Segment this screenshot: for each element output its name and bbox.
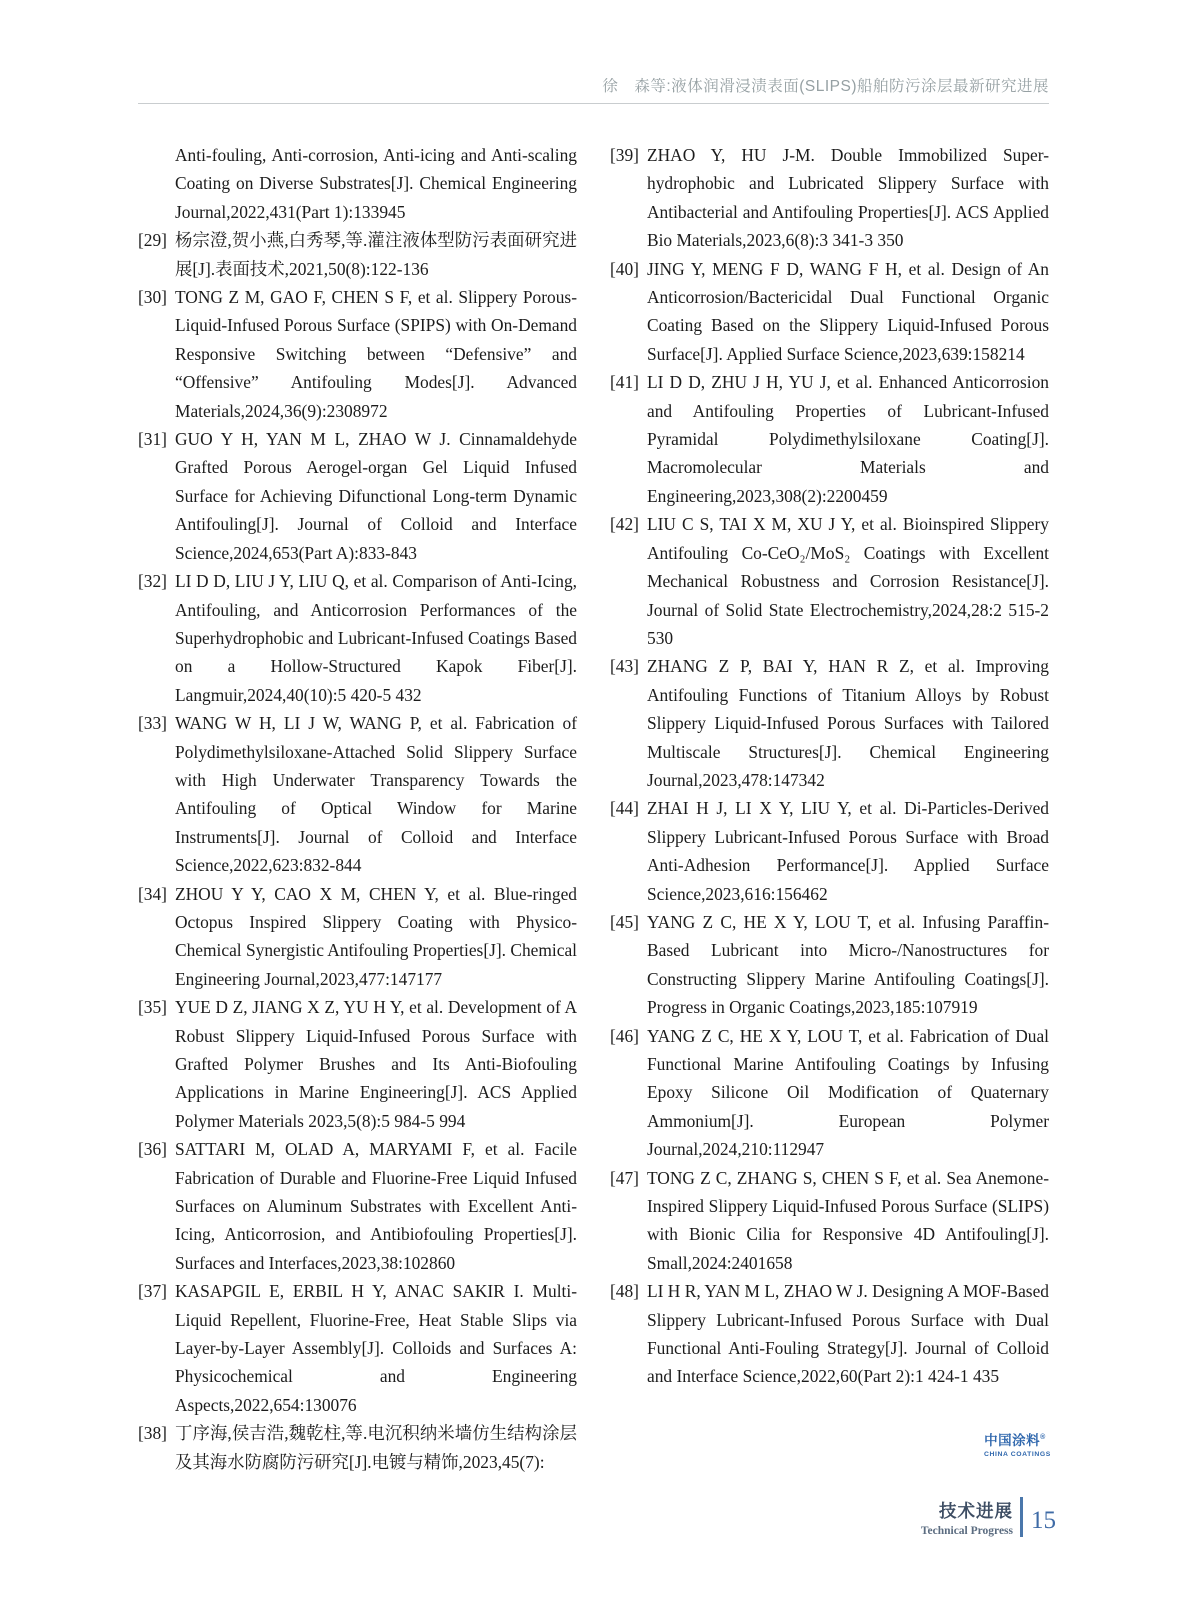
reference-text: WANG W H, LI J W, WANG P, et al. Fabrication of Polydimethylsiloxane-Attached Solid Slippery Surface with High Underwater Transparency Towards the Antifouling of Optical Window for Marine Instruments[J]. Journal of Colloid and Interface Science,2022,623:832-844 <box>175 713 577 876</box>
reference-text: LI D D, ZHU J H, YU J, et al. Enhanced Anticorrosion and Antifouling Properties of Lubricant-Infused Pyramidal Polydimethylsiloxane Coating[J]. Macromolecular Materials and Engineering,2023,308(2):2200459 <box>647 372 1049 506</box>
reference-item <box>138 709 577 879</box>
reference-number: [40] <box>610 258 639 279</box>
reference-item <box>138 567 577 709</box>
footer-section-tag <box>921 1497 1056 1537</box>
reference-item <box>610 1164 1049 1278</box>
reference-number: [32] <box>138 571 167 592</box>
reference-item <box>610 510 1049 652</box>
china-coatings-logo <box>984 1433 1051 1458</box>
reference-number: [30] <box>138 287 167 308</box>
logo-en-text: CHINA COATINGS <box>984 1450 1051 1458</box>
reference-text: ZHANG Z P, BAI Y, HAN R Z, et al. Improving Antifouling Functions of Titanium Alloys by Robust Slippery Liquid-Infused Porous Surfaces with Tailored Multiscale Structures[J]. Chemical Engineering Journal,2023,478:147342 <box>647 656 1049 790</box>
reference-text: JING Y, MENG F D, WANG F H, et al. Design of An Anticorrosion/Bactericidal Dual Functional Organic Coating Based on the Slippery Liquid-Infused Porous Surface[J]. Applied Surface Science,2023,639:158214 <box>647 258 1049 364</box>
reference-text: LIU C S, TAI X M, XU J Y, et al. Bioinspired Slippery Antifouling Co-CeO₂/MoS₂ Coatings with Excellent Mechanical Robustness and Corrosion Resistance[J]. Journal of Solid State Electrochemistry,2024,28:2 515-2 530 <box>647 514 1049 648</box>
reference-item <box>138 226 577 283</box>
registered-trademark-icon: ® <box>1040 1434 1046 1441</box>
references-column-left <box>138 141 577 1476</box>
reference-item <box>610 794 1049 908</box>
reference-number: [46] <box>610 1025 639 1046</box>
reference-text: ZHOU Y Y, CAO X M, CHEN Y, et al. Blue-ringed Octopus Inspired Slippery Coating with Physico-Chemical Synergistic Antifouling Properties[J]. Chemical Engineering Journal,2023,477:147177 <box>175 883 578 989</box>
references-column-right <box>610 141 1049 1476</box>
reference-number: [47] <box>610 1167 639 1188</box>
reference-item <box>610 652 1049 794</box>
reference-item <box>610 1022 1049 1164</box>
references-section <box>138 141 1049 1476</box>
reference-number: [36] <box>138 1139 167 1160</box>
reference-number: [41] <box>610 372 639 393</box>
reference-number: [38] <box>138 1423 167 1444</box>
reference-number: [43] <box>610 656 639 677</box>
reference-text: Anti-fouling, Anti-corrosion, Anti-icing and Anti-scaling Coating on Diverse Substrates[J]. Chemical Engineering Journal,2022,431(Part 1):133945 <box>175 145 577 222</box>
footer-section-title-cn: 技术进展 <box>939 1500 1013 1521</box>
reference-item <box>138 141 577 226</box>
reference-item <box>610 141 1049 255</box>
reference-number: [37] <box>138 1281 167 1302</box>
reference-number: [35] <box>138 997 167 1018</box>
reference-text: LI H R, YAN M L, ZHAO W J. Designing A MOF-Based Slippery Lubricant-Infused Porous Surface with Dual Functional Anti-Fouling Strategy[J]. Journal of Colloid and Interface Science,2022,60(Part 2):1 424-1 435 <box>647 1281 1049 1387</box>
reference-item <box>138 283 577 425</box>
reference-item <box>138 1277 577 1419</box>
reference-number: [29] <box>138 230 167 251</box>
reference-text: 丁序海,侯吉浩,魏乾柱,等.电沉积纳米墙仿生结构涂层及其海水防腐防污研究[J].电镀与精饰,2023,45(7): <box>175 1423 577 1472</box>
reference-item <box>610 1277 1049 1391</box>
reference-number: [39] <box>610 145 639 165</box>
reference-item <box>610 368 1049 510</box>
footer-divider-bar <box>1020 1497 1023 1537</box>
reference-text: YANG Z C, HE X Y, LOU T, et al. Infusing Paraffin-Based Lubricant into Micro-/Nanostructures for Constructing Slippery Marine Antifouling Coatings[J]. Progress in Organic Coatings,2023,185:107919 <box>647 911 1049 1018</box>
reference-number: [45] <box>610 911 639 932</box>
reference-text: ZHAI H J, LI X Y, LIU Y, et al. Di-Particles-Derived Slippery Lubricant-Infused Porous Surface with Broad Anti-Adhesion Performance[J]. Applied Surface Science,2023,616:156462 <box>647 798 1049 904</box>
reference-text: TONG Z C, ZHANG S, CHEN S F, et al. Sea Anemone-Inspired Slippery Liquid-Infused Porous Surface (SLIPS) with Bionic Cilia for Responsive 4D Antifouling[J]. Small,2024:2401658 <box>647 1167 1049 1273</box>
reference-item <box>138 880 577 994</box>
reference-item <box>610 255 1049 369</box>
footer-section-title-en: Technical Progress <box>920 1524 1013 1537</box>
reference-item <box>138 993 577 1135</box>
reference-text: SATTARI M, OLAD A, MARYAMI F, et al. Facile Fabrication of Durable and Fluorine-Free Liquid Infused Surfaces on Aluminum Substrates with Excellent Anti-Icing, Anticorrosion, and Antibiofouling Properties[J]. Surfaces and Interfaces,2023,38:102860 <box>175 1139 577 1273</box>
reference-text: TONG Z M, GAO F, CHEN S F, et al. Slippery Porous-Liquid-Infused Porous Surface (SPIPS) with On-Demand Responsive Switching between “Defensive” and “Offensive” Antifouling Modes[J]. Advanced Materials,2024,36(9):2308972 <box>175 287 577 421</box>
reference-text: YUE D Z, JIANG X Z, YU H Y, et al. Development of A Robust Slippery Liquid-Infused Porous Surface with Grafted Polymer Brushes and Its Anti-Biofouling Applications in Marine Engineering[J]. ACS Applied Polymer Materials 2023,5(8):5 984-5 994 <box>175 997 577 1131</box>
reference-number: [44] <box>610 798 639 819</box>
logo-cn-text: 中国涂料 <box>984 1433 1041 1448</box>
reference-number: [34] <box>138 883 167 904</box>
reference-number: [33] <box>138 713 167 734</box>
page-header <box>138 74 1049 104</box>
reference-text: 杨宗澄,贺小燕,白秀琴,等.灌注液体型防污表面研究进展[J].表面技术,2021,50(8):122-136 <box>175 230 577 279</box>
reference-number: [48] <box>610 1281 639 1302</box>
reference-text: YANG Z C, HE X Y, LOU T, et al. Fabrication of Dual Functional Marine Antifouling Coatings by Infusing Epoxy Silicone Oil Modification of Quaternary Ammonium[J]. European Polymer Journal,2024,210:112947 <box>647 1025 1049 1160</box>
page-number: 15 <box>1031 1507 1056 1534</box>
running-title: 徐 森等:液体润滑浸渍表面(SLIPS)船舶防污涂层最新研究进展 <box>602 78 1049 95</box>
reference-text: ZHAO Y, HU J-M. Double Immobilized Super-hydrophobic and Lubricated Slippery Surface with Antibacterial and Antifouling Properties[J]. ACS Applied Bio Materials,2023,6(8):3 341-3 350 <box>647 145 1049 251</box>
reference-item <box>138 425 577 567</box>
reference-item <box>138 1419 577 1476</box>
reference-number: [42] <box>610 514 639 535</box>
reference-number: [31] <box>138 429 167 450</box>
reference-item <box>138 1135 577 1277</box>
reference-text: LI D D, LIU J Y, LIU Q, et al. Comparison of Anti-Icing, Antifouling, and Anticorrosion Performances of the Superhydrophobic and Lubricant-Infused Coatings Based on a Hollow-Structured Kapok Fiber[J]. Langmuir,2024,40(10):5 420-5 432 <box>175 571 577 705</box>
reference-text: GUO Y H, YAN M L, ZHAO W J. Cinnamaldehyde Grafted Porous Aerogel-organ Gel Liquid Infused Surface for Achieving Difunctional Long-term Dynamic Antifouling[J]. Journal of Colloid and Interface Science,2024,653(Part A):833-843 <box>175 429 577 563</box>
reference-text: KASAPGIL E, ERBIL H Y, ANAC SAKIR I. Multi-Liquid Repellent, Fluorine-Free, Heat Stable Slips via Layer-by-Layer Assembly[J]. Colloids and Surfaces A: Physicochemical and Engineering Aspects,2022,654:130076 <box>175 1281 577 1415</box>
reference-item <box>610 908 1049 1022</box>
